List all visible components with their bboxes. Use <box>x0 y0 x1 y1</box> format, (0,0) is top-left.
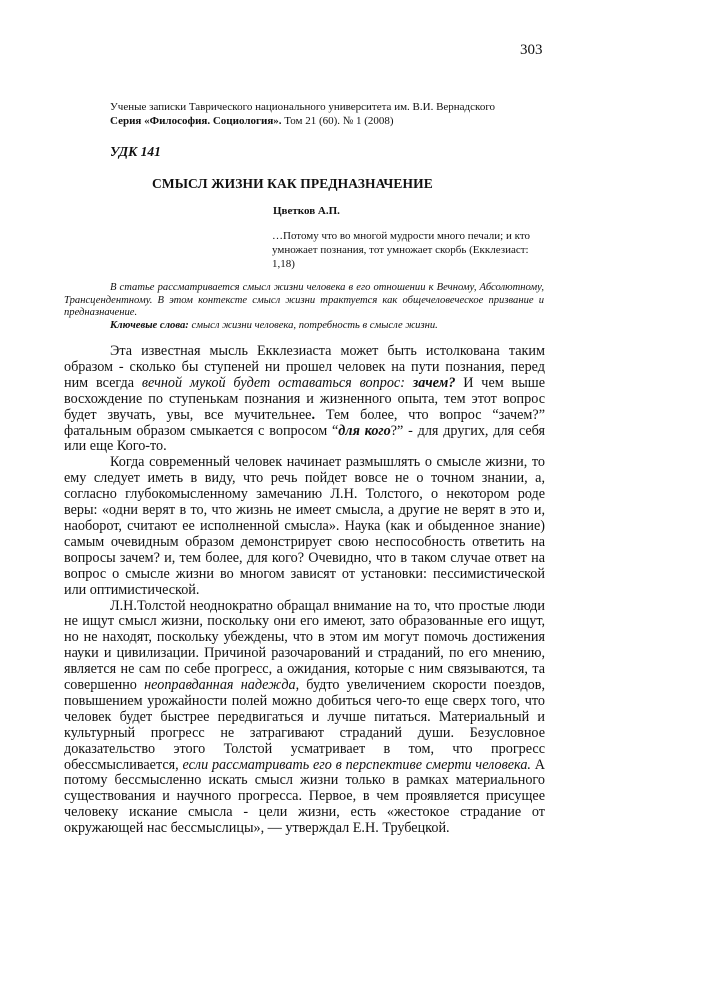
body-bold-italic-run: зачем? <box>412 374 456 391</box>
body-bold-run: . <box>311 406 316 423</box>
journal-header <box>110 100 495 128</box>
body-text-run: ?” - для других, для себя или еще Кого-то. <box>64 422 546 455</box>
body-text-run: А потому бессмысленно искать смысл жизни только в рамках материального существования и научного прогресса. Первое, в чем проявляется присущее человеку искание смысла - цели жизни, есть «жестокое страдание от окружающей нас бессмыслицы», — утверждал Е.Н. Трубецкой. <box>64 756 546 837</box>
article-title: СМЫСЛ ЖИЗНИ КАК ПРЕДНАЗНАЧЕНИЕ <box>152 176 433 191</box>
article-body <box>64 344 545 837</box>
body-text-run: Тем более, что вопрос “зачем?” фатальным образом смыкается с вопросом “ <box>64 406 546 439</box>
keywords-label: Ключевые слова: <box>110 320 189 332</box>
udk-code: УДК 141 <box>110 144 161 159</box>
body-italic-run: вечной мукой будет оставаться вопрос: <box>141 374 413 391</box>
keywords-line <box>64 320 544 333</box>
page-number: 303 <box>520 42 543 58</box>
body-paragraph-1 <box>64 344 545 455</box>
body-text-run: , будто увеличением скорости поездов, повышением урожайности полей можно добиться чего-то еще сверх того, что человек будет быстрее передвигаться и лучше питаться. Материальный и культурный прогресс не затрагивают страданий души. Безусловное доказательство этого Толстой усматривает в том, что прогресс обессмысливается, <box>64 677 546 773</box>
journal-series: Серия «Философия. Социология». <box>110 115 282 127</box>
body-text-run: И чем выше восхождение по ступенькам познания и жизненного опыта, тем этот вопрос будет звучать, увы, все мучительнее <box>64 374 545 423</box>
body-text-run: Эта известная мысль Екклезиаста может быть истолкована таким образом - сколько бы ступеней ни прошел человек на пути познания, перед ним всегда <box>64 343 545 391</box>
body-bold-italic-run: для кого <box>338 422 391 439</box>
abstract <box>64 282 544 333</box>
journal-series-line <box>110 114 495 128</box>
abstract-text: В статье рассматривается смысл жизни человека в его отношении к Вечному, Абсолютному, Трансцендентному. В этом контексте смысл жизни трактуется как общечеловеческое призвание и предназначение. <box>64 282 544 319</box>
body-italic-run: если рассматривать его в перспективе смерти человека. <box>182 756 531 773</box>
body-paragraph-3 <box>64 599 545 838</box>
keywords-text: смысл жизни человека, потребность в смысле жизни. <box>188 320 438 332</box>
epigraph: …Потому что во многой мудрости много печали; и кто умножает познания, тот умножает скорбь (Екклезиаст: 1,18) <box>272 230 530 270</box>
body-italic-run: неоправданная надежда <box>144 677 296 694</box>
journal-name: Ученые записки Таврического национального университета им. В.И. Вернадского <box>110 101 496 113</box>
journal-volume: Том 21 (60). № 1 (2008) <box>281 115 394 127</box>
body-text-run: Л.Н.Толстой неоднократно обращал внимание на то, что простые люди не ищут смысл жизни, поскольку они его имеют, зато образованные его ищут, но не находят, поскольку убеждены, что в этом им могут помочь достижения науки и цивилизации. Причиной разочарований и страданий, по его мнению, является не сам по себе прогресс, а ожидания, которые с ним связываются, та совершенно <box>64 597 545 694</box>
author-name: Цветков А.П. <box>273 205 340 217</box>
body-paragraph-2: Когда современный человек начинает размышлять о смысле жизни, то ему следует иметь в виду, что речь пойдет вовсе не о точном знании, а, согласно глубокомысленному замечанию Л.Н. Толстого, о некотором роде веры: «одни верят в то, что жизнь не имеет смысла, а другие не верят в это и, наоборот, считают ее исполненной смысла». Наука (как и обыденное знание) самым очевидным образом демонстрирует свою неспособность ответить на вопросы зачем? и, тем более, для кого? Очевидно, что в таком случае ответ на вопрос о смысле жизни во многом зависят от установки: пессимистической или оптимистической. <box>64 454 545 598</box>
